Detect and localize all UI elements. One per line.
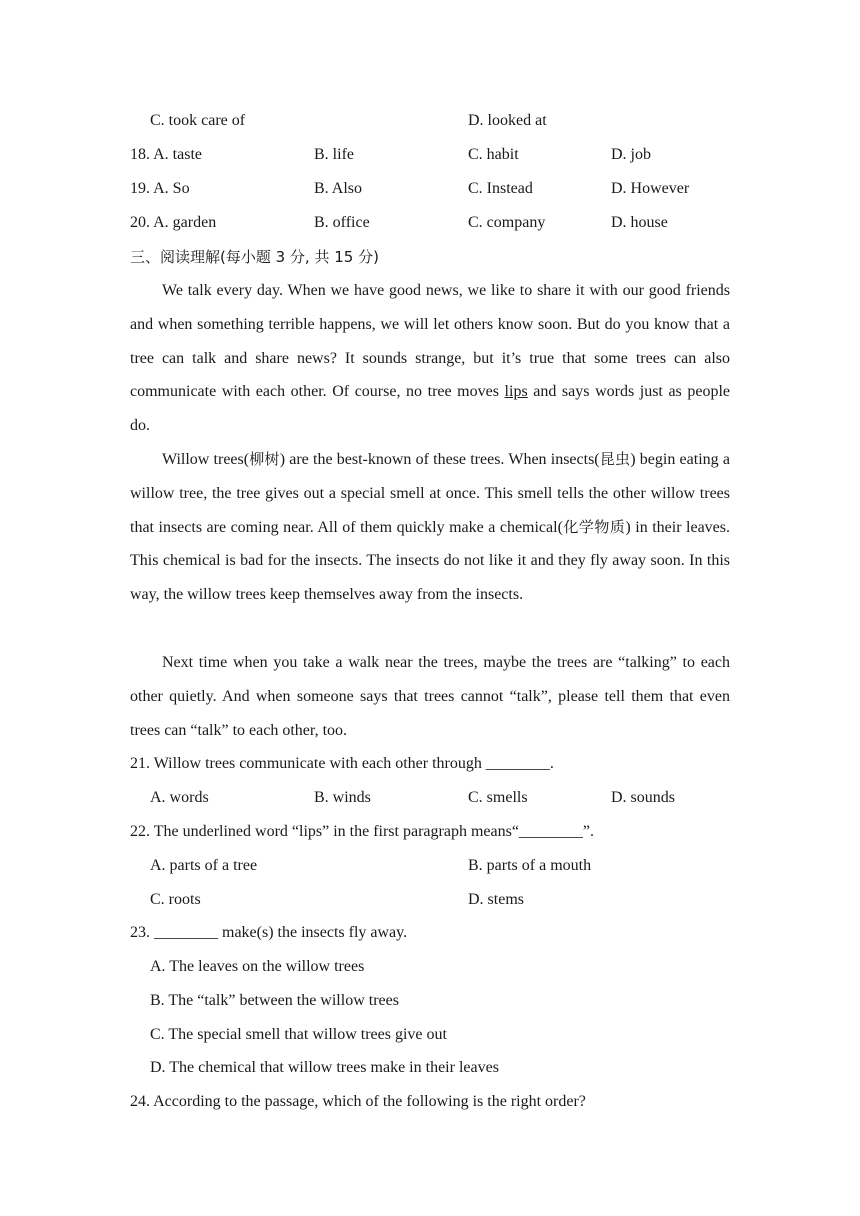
passage-p2-part-c: ) begin eating a willow tree, the tree gives out a special smell at once. This smell tells the other willow trees that insects are coming near. All of them quickly make a chemical(	[130, 451, 730, 536]
chinese-gloss-insects: 昆虫	[599, 450, 631, 468]
q19-option-a: 19. A. So	[130, 180, 190, 197]
underlined-word-lips: lips	[504, 383, 528, 401]
passage-paragraph-1	[130, 274, 730, 443]
q20-option-a: 20. A. garden	[130, 214, 217, 231]
q20-row	[130, 206, 730, 240]
q21-option-b: B. winds	[314, 789, 371, 806]
q23-stem-text: 23. ________ make(s) the insects fly away.	[130, 924, 408, 941]
q24-stem-text: 24. According to the passage, which of the following is the right order?	[130, 1093, 586, 1110]
q22-option-b: B. parts of a mouth	[468, 857, 592, 874]
q22-options-row-1	[130, 849, 730, 883]
q17-options-row	[130, 104, 730, 138]
chinese-gloss-chemical: 化学物质	[562, 517, 626, 536]
q23-option-b: B. The “talk” between the willow trees	[150, 992, 399, 1009]
q22-options-row-2	[130, 883, 730, 917]
q22-option-c: C. roots	[150, 891, 201, 908]
q18-option-b: B. life	[314, 146, 354, 163]
passage-paragraph-3: Next time when you take a walk near the trees, maybe the trees are “talking” to each other quietly. And when someone says that trees cannot “talk”, please tell them that even trees can “talk” to each other, too.	[130, 654, 730, 739]
q19-option-b: B. Also	[314, 180, 363, 197]
q18-row	[130, 138, 730, 172]
q21-option-a: A. words	[150, 789, 209, 806]
q21-option-d: D. sounds	[611, 789, 676, 806]
q21-option-c: C. smells	[468, 789, 528, 806]
q22-option-a: A. parts of a tree	[150, 857, 258, 874]
q21-stem-text: 21. Willow trees communicate with each other through ________.	[130, 755, 554, 772]
passage-p2-part-d: ) in their leaves. This chemical is bad for the insects. The insects do not like it and they fly away soon. In this way, the willow trees keep themselves away from the insects.	[130, 518, 730, 604]
q19-row	[130, 172, 730, 206]
q17-option-d: D. looked at	[468, 112, 547, 129]
q23-option-d: D. The chemical that willow trees make in their leaves	[150, 1059, 499, 1076]
q23-option-c-row	[130, 1018, 730, 1052]
q17-option-c: C. took care of	[150, 112, 246, 129]
passage-p1-text: We talk every day. When we have good news, we like to share it with our good friends and when something terrible happens, we will let others know soon. But do you know that a tree can talk and share news? It sounds strange, but it’s true that some trees can also communicate with each other. Of course, no tree moves	[130, 282, 730, 401]
q20-option-b: B. office	[314, 214, 370, 231]
section-heading-text: 三、阅读理解(每小题 3 分, 共 15 分)	[130, 248, 379, 266]
q20-option-c: C. company	[468, 214, 546, 231]
passage-p2-part-b: ) are the best-known of these trees. When insects(	[279, 451, 600, 468]
q22-stem-text: 22. The underlined word “lips” in the first paragraph means“________”.	[130, 823, 595, 840]
q23-option-b-row	[130, 984, 730, 1018]
q18-option-a: 18. A. taste	[130, 146, 202, 163]
q23-option-d-row	[130, 1051, 730, 1085]
q19-option-c: C. Instead	[468, 180, 533, 197]
q22-option-d: D. stems	[468, 891, 524, 908]
q18-option-c: C. habit	[468, 146, 519, 163]
q19-option-d: D. However	[611, 180, 690, 197]
q21-options-row	[130, 781, 730, 815]
q23-stem	[130, 916, 730, 950]
q24-stem	[130, 1085, 730, 1119]
q18-option-d: D. job	[611, 146, 651, 163]
q21-stem	[130, 747, 730, 781]
q22-stem	[130, 815, 730, 849]
q23-option-a-row	[130, 950, 730, 984]
q23-option-c: C. The special smell that willow trees give out	[150, 1026, 447, 1043]
chinese-gloss-willow: 柳树	[249, 450, 280, 468]
q20-option-d: D. house	[611, 214, 668, 231]
section-heading	[130, 240, 730, 274]
passage-p1-end: and says words just as people do.	[130, 383, 731, 435]
passage-p2-part-a: Willow trees(	[162, 451, 250, 468]
passage-paragraph-2	[130, 443, 730, 612]
q23-option-a: A. The leaves on the willow trees	[150, 958, 365, 975]
